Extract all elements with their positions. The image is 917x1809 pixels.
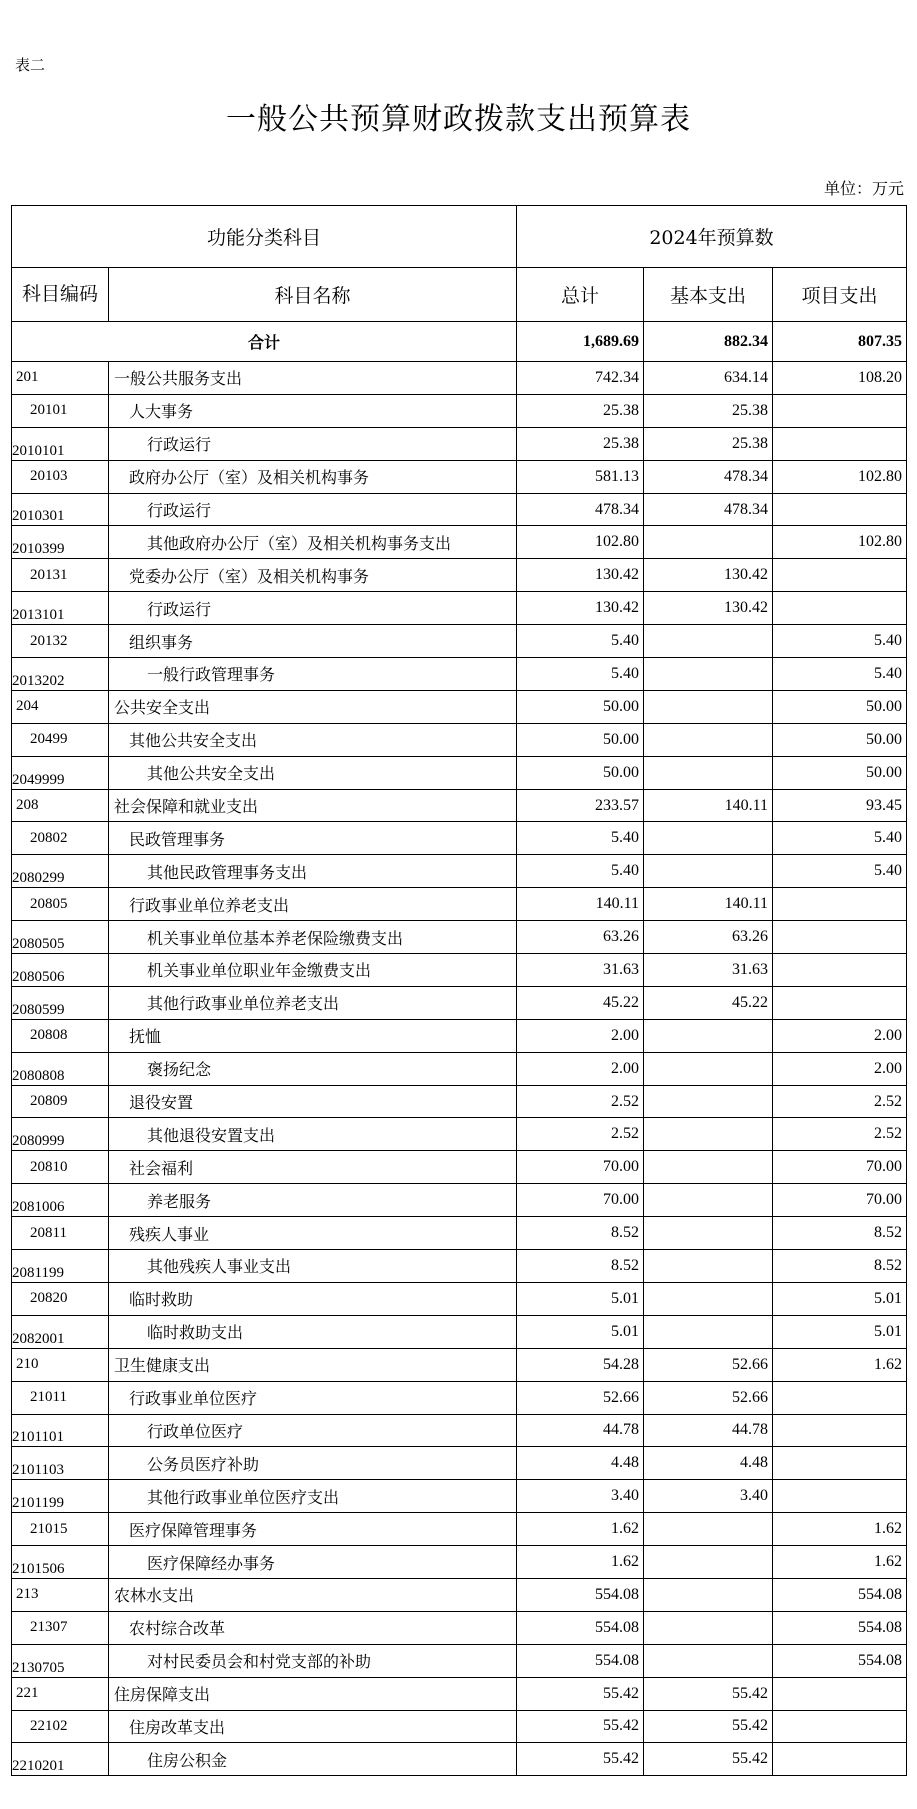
total-basic: 882.34 [644,322,773,362]
row-code: 2082001 [12,1315,109,1348]
row-basic: 478.34 [644,460,773,493]
row-project [773,493,907,526]
row-project: 70.00 [773,1151,907,1184]
row-project [773,1381,907,1414]
row-project: 5.40 [773,855,907,888]
row-code: 2080808 [12,1052,109,1085]
total-sum: 1,689.69 [517,322,644,362]
row-code: 204 [12,690,109,723]
budget-table [11,205,907,1776]
row-name: 行政事业单位养老支出 [109,888,517,921]
table-row [12,559,907,592]
header-project: 项目支出 [773,268,907,322]
row-basic: 4.48 [644,1447,773,1480]
table-row [12,822,907,855]
row-total: 4.48 [517,1447,644,1480]
page-title: 一般公共预算财政拨款支出预算表 [226,102,691,137]
row-code: 2013101 [12,592,109,625]
row-name: 其他公共安全支出 [109,723,517,756]
row-total: 742.34 [517,362,644,395]
row-code: 21011 [12,1381,109,1414]
row-code: 20808 [12,1019,109,1052]
row-name: 人大事务 [109,394,517,427]
row-basic: 55.42 [644,1710,773,1743]
table-row [12,855,907,888]
row-name: 行政单位医疗 [109,1414,517,1447]
row-code: 2010399 [12,526,109,559]
row-code: 22102 [12,1710,109,1743]
row-basic: 478.34 [644,493,773,526]
row-name: 其他行政事业单位医疗支出 [109,1480,517,1513]
row-basic: 130.42 [644,592,773,625]
table-row [12,427,907,460]
row-basic [644,1085,773,1118]
row-name: 住房改革支出 [109,1710,517,1743]
row-code: 208 [12,789,109,822]
table-row [12,493,907,526]
row-name: 农村综合改革 [109,1611,517,1644]
row-basic [644,625,773,658]
row-basic: 140.11 [644,888,773,921]
row-code: 20810 [12,1151,109,1184]
table-row [12,1513,907,1546]
row-total: 50.00 [517,756,644,789]
row-project: 102.80 [773,460,907,493]
row-project: 5.40 [773,822,907,855]
row-total: 130.42 [517,592,644,625]
row-project: 50.00 [773,756,907,789]
row-code: 2101506 [12,1546,109,1579]
row-name: 政府办公厅（室）及相关机构事务 [109,460,517,493]
row-name: 一般行政管理事务 [109,658,517,691]
row-project [773,1710,907,1743]
row-code: 210 [12,1348,109,1381]
row-total: 2.52 [517,1118,644,1151]
row-project: 8.52 [773,1217,907,1250]
row-total: 5.40 [517,855,644,888]
row-project: 1.62 [773,1513,907,1546]
row-basic [644,1217,773,1250]
row-total: 554.08 [517,1611,644,1644]
row-basic [644,1282,773,1315]
row-total: 102.80 [517,526,644,559]
row-total: 50.00 [517,690,644,723]
row-total: 5.01 [517,1315,644,1348]
row-code: 2101199 [12,1480,109,1513]
row-project: 50.00 [773,723,907,756]
row-name: 住房公积金 [109,1743,517,1776]
row-basic [644,1644,773,1677]
table-row [12,1578,907,1611]
row-code: 2210201 [12,1743,109,1776]
row-code: 20131 [12,559,109,592]
row-code: 2080506 [12,954,109,987]
table-row [12,1381,907,1414]
row-code: 221 [12,1677,109,1710]
row-name: 一般公共服务支出 [109,362,517,395]
row-total: 8.52 [517,1250,644,1283]
row-code: 2013202 [12,658,109,691]
row-code: 2081006 [12,1184,109,1217]
table-row [12,1118,907,1151]
row-name: 卫生健康支出 [109,1348,517,1381]
table-row [12,1052,907,1085]
row-total: 31.63 [517,954,644,987]
row-total: 1.62 [517,1546,644,1579]
table-row [12,756,907,789]
row-total: 581.13 [517,460,644,493]
row-project: 1.62 [773,1348,907,1381]
table-row [12,888,907,921]
row-name: 公共安全支出 [109,690,517,723]
table-row [12,1611,907,1644]
row-code: 2010101 [12,427,109,460]
table-row [12,1414,907,1447]
table-row [12,690,907,723]
row-code: 20809 [12,1085,109,1118]
row-project [773,427,907,460]
row-name: 社会福利 [109,1151,517,1184]
row-code: 20101 [12,394,109,427]
row-code: 20132 [12,625,109,658]
row-name: 行政运行 [109,493,517,526]
table-row [12,1019,907,1052]
row-basic [644,1118,773,1151]
row-name: 党委办公厅（室）及相关机构事务 [109,559,517,592]
row-basic: 31.63 [644,954,773,987]
row-name: 医疗保障经办事务 [109,1546,517,1579]
table-row [12,394,907,427]
row-total: 70.00 [517,1151,644,1184]
row-basic [644,756,773,789]
row-name: 其他行政事业单位养老支出 [109,986,517,1019]
row-total: 554.08 [517,1578,644,1611]
total-project: 807.35 [773,322,907,362]
table-row [12,1546,907,1579]
unit-label: 单位：万元 [823,179,904,198]
row-project: 102.80 [773,526,907,559]
row-code: 2081199 [12,1250,109,1283]
table-row [12,460,907,493]
row-total: 45.22 [517,986,644,1019]
row-project: 554.08 [773,1644,907,1677]
row-total: 2.52 [517,1085,644,1118]
row-basic [644,1315,773,1348]
row-project [773,1480,907,1513]
row-name: 对村民委员会和村党支部的补助 [109,1644,517,1677]
row-total: 1.62 [517,1513,644,1546]
row-name: 住房保障支出 [109,1677,517,1710]
row-code: 21015 [12,1513,109,1546]
table-row [12,362,907,395]
row-project: 93.45 [773,789,907,822]
row-project: 2.52 [773,1118,907,1151]
row-project: 2.52 [773,1085,907,1118]
row-code: 2101101 [12,1414,109,1447]
table-row [12,1447,907,1480]
row-total: 5.40 [517,822,644,855]
row-basic [644,1019,773,1052]
row-name: 养老服务 [109,1184,517,1217]
row-code: 20820 [12,1282,109,1315]
header-name: 科目名称 [109,268,517,322]
table-row [12,1644,907,1677]
table-row [12,921,907,954]
table-row [12,1282,907,1315]
row-project: 5.40 [773,658,907,691]
header-budget-year: 2024年预算数 [517,206,907,268]
row-project [773,921,907,954]
row-name: 其他公共安全支出 [109,756,517,789]
row-basic [644,822,773,855]
row-project: 5.01 [773,1282,907,1315]
row-code: 2010301 [12,493,109,526]
row-basic [644,855,773,888]
row-code: 2080299 [12,855,109,888]
row-total: 478.34 [517,493,644,526]
row-name: 机关事业单位基本养老保险缴费支出 [109,921,517,954]
table-row [12,658,907,691]
row-total: 70.00 [517,1184,644,1217]
table-row [12,1085,907,1118]
row-basic: 140.11 [644,789,773,822]
row-basic [644,1250,773,1283]
table-row [12,986,907,1019]
row-name: 行政运行 [109,427,517,460]
row-code: 2049999 [12,756,109,789]
row-name: 行政运行 [109,592,517,625]
row-name: 临时救助 [109,1282,517,1315]
row-project [773,592,907,625]
row-code: 2080999 [12,1118,109,1151]
row-project: 554.08 [773,1578,907,1611]
row-code: 2101103 [12,1447,109,1480]
row-basic: 25.38 [644,394,773,427]
row-basic [644,1513,773,1546]
row-name: 其他退役安置支出 [109,1118,517,1151]
table-row [12,1710,907,1743]
row-code: 20499 [12,723,109,756]
table-row [12,625,907,658]
row-project [773,559,907,592]
row-project: 70.00 [773,1184,907,1217]
row-total: 2.00 [517,1052,644,1085]
row-total: 25.38 [517,427,644,460]
row-name: 抚恤 [109,1019,517,1052]
row-project: 2.00 [773,1052,907,1085]
row-code: 20103 [12,460,109,493]
table-row [12,1677,907,1710]
row-name: 其他民政管理事务支出 [109,855,517,888]
row-name: 临时救助支出 [109,1315,517,1348]
row-code: 20811 [12,1217,109,1250]
table-row [12,723,907,756]
row-total: 55.42 [517,1743,644,1776]
row-basic [644,526,773,559]
row-total: 5.01 [517,1282,644,1315]
header-code: 科目编码 [12,268,109,322]
row-basic: 52.66 [644,1381,773,1414]
table-row [12,954,907,987]
row-project [773,1414,907,1447]
row-project [773,394,907,427]
header-total: 总计 [517,268,644,322]
row-basic [644,1546,773,1579]
table-number: 表二 [15,56,46,74]
row-basic [644,1184,773,1217]
row-project: 1.62 [773,1546,907,1579]
row-basic [644,1578,773,1611]
row-name: 医疗保障管理事务 [109,1513,517,1546]
row-project [773,986,907,1019]
row-basic: 52.66 [644,1348,773,1381]
row-total: 55.42 [517,1710,644,1743]
row-total: 5.40 [517,625,644,658]
row-basic: 45.22 [644,986,773,1019]
row-name: 社会保障和就业支出 [109,789,517,822]
row-code: 201 [12,362,109,395]
row-project [773,954,907,987]
row-total: 25.38 [517,394,644,427]
row-project [773,1447,907,1480]
table-row [12,526,907,559]
table-row [12,789,907,822]
row-basic: 44.78 [644,1414,773,1447]
row-project: 2.00 [773,1019,907,1052]
row-project: 108.20 [773,362,907,395]
table-row [12,1250,907,1283]
row-total: 233.57 [517,789,644,822]
row-basic [644,1151,773,1184]
row-total: 63.26 [517,921,644,954]
row-total: 54.28 [517,1348,644,1381]
row-basic: 130.42 [644,559,773,592]
row-basic: 634.14 [644,362,773,395]
row-total: 52.66 [517,1381,644,1414]
row-total: 8.52 [517,1217,644,1250]
header-func-category: 功能分类科目 [12,206,517,268]
table-row [12,1480,907,1513]
row-name: 退役安置 [109,1085,517,1118]
row-basic [644,690,773,723]
row-basic: 55.42 [644,1743,773,1776]
table-row [12,1151,907,1184]
row-project [773,1677,907,1710]
row-total: 2.00 [517,1019,644,1052]
table-row [12,1743,907,1776]
row-total: 130.42 [517,559,644,592]
row-code: 2080599 [12,986,109,1019]
header-basic: 基本支出 [644,268,773,322]
row-basic: 25.38 [644,427,773,460]
row-project: 50.00 [773,690,907,723]
row-project: 554.08 [773,1611,907,1644]
row-name: 公务员医疗补助 [109,1447,517,1480]
row-total: 554.08 [517,1644,644,1677]
row-total: 3.40 [517,1480,644,1513]
table-row [12,1184,907,1217]
row-name: 其他政府办公厅（室）及相关机构事务支出 [109,526,517,559]
row-name: 组织事务 [109,625,517,658]
row-total: 50.00 [517,723,644,756]
row-name: 残疾人事业 [109,1217,517,1250]
table-row [12,1348,907,1381]
table-row [12,592,907,625]
row-name: 农林水支出 [109,1578,517,1611]
row-basic [644,723,773,756]
row-basic [644,658,773,691]
row-project: 8.52 [773,1250,907,1283]
row-basic: 55.42 [644,1677,773,1710]
row-project: 5.40 [773,625,907,658]
row-code: 21307 [12,1611,109,1644]
row-total: 5.40 [517,658,644,691]
row-code: 20805 [12,888,109,921]
row-basic [644,1611,773,1644]
row-total: 44.78 [517,1414,644,1447]
row-code: 2130705 [12,1644,109,1677]
row-project [773,888,907,921]
row-name: 其他残疾人事业支出 [109,1250,517,1283]
row-name: 机关事业单位职业年金缴费支出 [109,954,517,987]
row-project: 5.01 [773,1315,907,1348]
row-name: 民政管理事务 [109,822,517,855]
table-row [12,1315,907,1348]
row-basic: 63.26 [644,921,773,954]
row-name: 行政事业单位医疗 [109,1381,517,1414]
row-code: 20802 [12,822,109,855]
row-code: 2080505 [12,921,109,954]
row-total: 140.11 [517,888,644,921]
total-label: 合计 [12,322,517,362]
row-code: 213 [12,1578,109,1611]
row-project [773,1743,907,1776]
row-name: 褒扬纪念 [109,1052,517,1085]
row-basic: 3.40 [644,1480,773,1513]
row-basic [644,1052,773,1085]
row-total: 55.42 [517,1677,644,1710]
table-row [12,1217,907,1250]
